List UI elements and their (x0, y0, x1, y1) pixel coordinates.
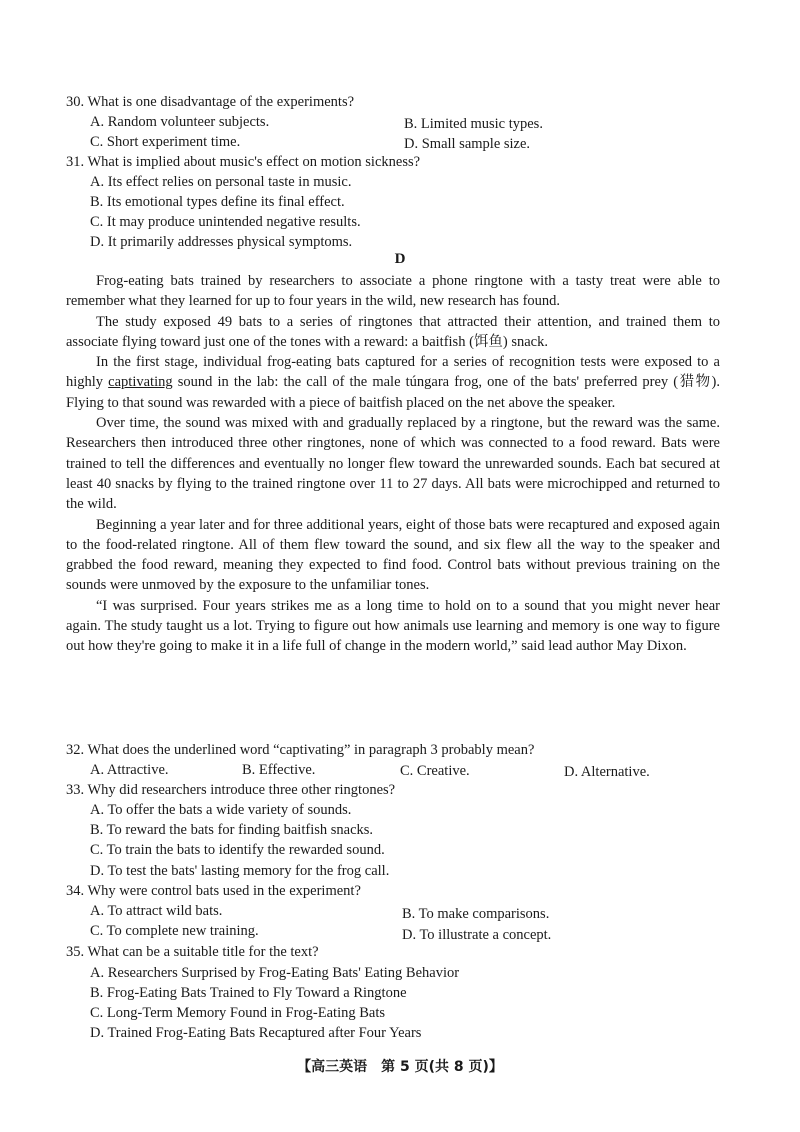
q34-option-a: A. To attract wild bats. (90, 903, 223, 919)
question-35-stem: 35. What can be a suitable title for the text? (66, 944, 319, 960)
q33-option-a: A. To offer the bats a wide variety of sounds. (90, 802, 352, 818)
q33-option-c: C. To train the bats to identify the rewarded sound. (90, 842, 385, 858)
q30-option-c: C. Short experiment time. (90, 134, 241, 150)
question-30-stem: 30. What is one disadvantage of the experiments? (66, 94, 355, 110)
q30-option-b: B. Limited music types. (404, 116, 543, 132)
question-32-stem: 32. What does the underlined word “captivating” in paragraph 3 probably mean? (66, 742, 535, 758)
question-31-stem: 31. What is implied about music's effect on motion sickness? (66, 154, 421, 170)
q32-option-a: A. Attractive. (90, 762, 169, 778)
q35-option-a: A. Researchers Surprised by Frog-Eating Bats' Eating Behavior (90, 965, 460, 981)
q30-option-d: D. Small sample size. (404, 136, 531, 152)
q32-option-b: B. Effective. (242, 762, 316, 778)
q35-option-d: D. Trained Frog-Eating Bats Recaptured after Four Years (90, 1025, 422, 1041)
passage-paragraph-3 (66, 352, 720, 413)
page-footer: 【高三英语 第 5 页(共 8 页)】 (297, 1059, 503, 1075)
q31-option-a: A. Its effect relies on personal taste in music. (90, 174, 352, 190)
underlined-word: captivating (108, 374, 173, 391)
q32-option-c: C. Creative. (400, 763, 470, 779)
q33-option-b: B. To reward the bats for finding baitfish snacks. (90, 822, 374, 838)
q31-option-d: D. It primarily addresses physical symptoms. (90, 234, 353, 250)
q33-option-d: D. To test the bats' lasting memory for the frog call. (90, 863, 390, 879)
q34-option-b: B. To make comparisons. (402, 906, 550, 922)
q34-option-d: D. To illustrate a concept. (402, 927, 552, 943)
passage-paragraph-4: Over time, the sound was mixed with and gradually replaced by a ringtone, but the reward was the same. Researchers then introduced three other ringtones, none of which was connected to a food reward. Bats were trained to tell the differences and eventually no longer flew toward the unrewarded sounds. Each bat secured at least 40 snacks by flying to the trained ringtone over 11 to 27 days. All bats were microchipped and returned to the wild. (66, 415, 720, 513)
passage-paragraph-6: “I was surprised. Four years strikes me as a long time to hold on to a sound that you might never hear again. The study taught us a lot. Trying to figure out how animals use learning and memory is one way to figure out how they're going to make it in a life full of change in the modern world,” said lead author May Dixon. (66, 597, 720, 655)
passage-paragraph-5: Beginning a year later and for three additional years, eight of those bats were recaptured and exposed again to the food-related ringtone. All of them flew toward the sound, and six flew all the way to the speaker and grabbed the food reward, meaning they expected to find food. Control bats without previous training on the sounds were unmoved by the exposure to the unfamiliar tones. (66, 516, 720, 594)
q31-option-c: C. It may produce unintended negative results. (90, 214, 361, 230)
reading-passage (66, 271, 720, 657)
q32-option-d: D. Alternative. (564, 764, 650, 780)
paragraph-3-text-before: In the first stage, individual frog-eating bats captured for a series of recognition tests were exposed to a highly (66, 354, 720, 391)
paragraph-3-text-after: sound in the lab: the call of the male túngara frog, one of the bats' preferred prey (猎物). Flying to that sound was rewarded with a piece of baitfish placed on the net above the speaker. (66, 374, 721, 411)
question-33-stem: 33. Why did researchers introduce three other ringtones? (66, 782, 396, 798)
passage-paragraph-1: Frog-eating bats trained by researchers to associate a phone ringtone with a tasty treat were able to remember what they learned for up to four years in the wild, new research has found. (66, 273, 720, 310)
section-heading: D (394, 251, 406, 267)
q30-option-a: A. Random volunteer subjects. (90, 114, 270, 130)
q35-option-b: B. Frog-Eating Bats Trained to Fly Toward a Ringtone (90, 985, 407, 1001)
q35-option-c: C. Long-Term Memory Found in Frog-Eating Bats (90, 1005, 385, 1021)
q34-option-c: C. To complete new training. (90, 923, 259, 939)
question-34-stem: 34. Why were control bats used in the experiment? (66, 883, 361, 899)
passage-paragraph-2: The study exposed 49 bats to a series of ringtones that attracted their attention, and trained them to associate flying toward just one of the tones with a reward: a baitfish (饵鱼) snack. (66, 313, 720, 350)
q31-option-b: B. Its emotional types define its final effect. (90, 194, 345, 210)
